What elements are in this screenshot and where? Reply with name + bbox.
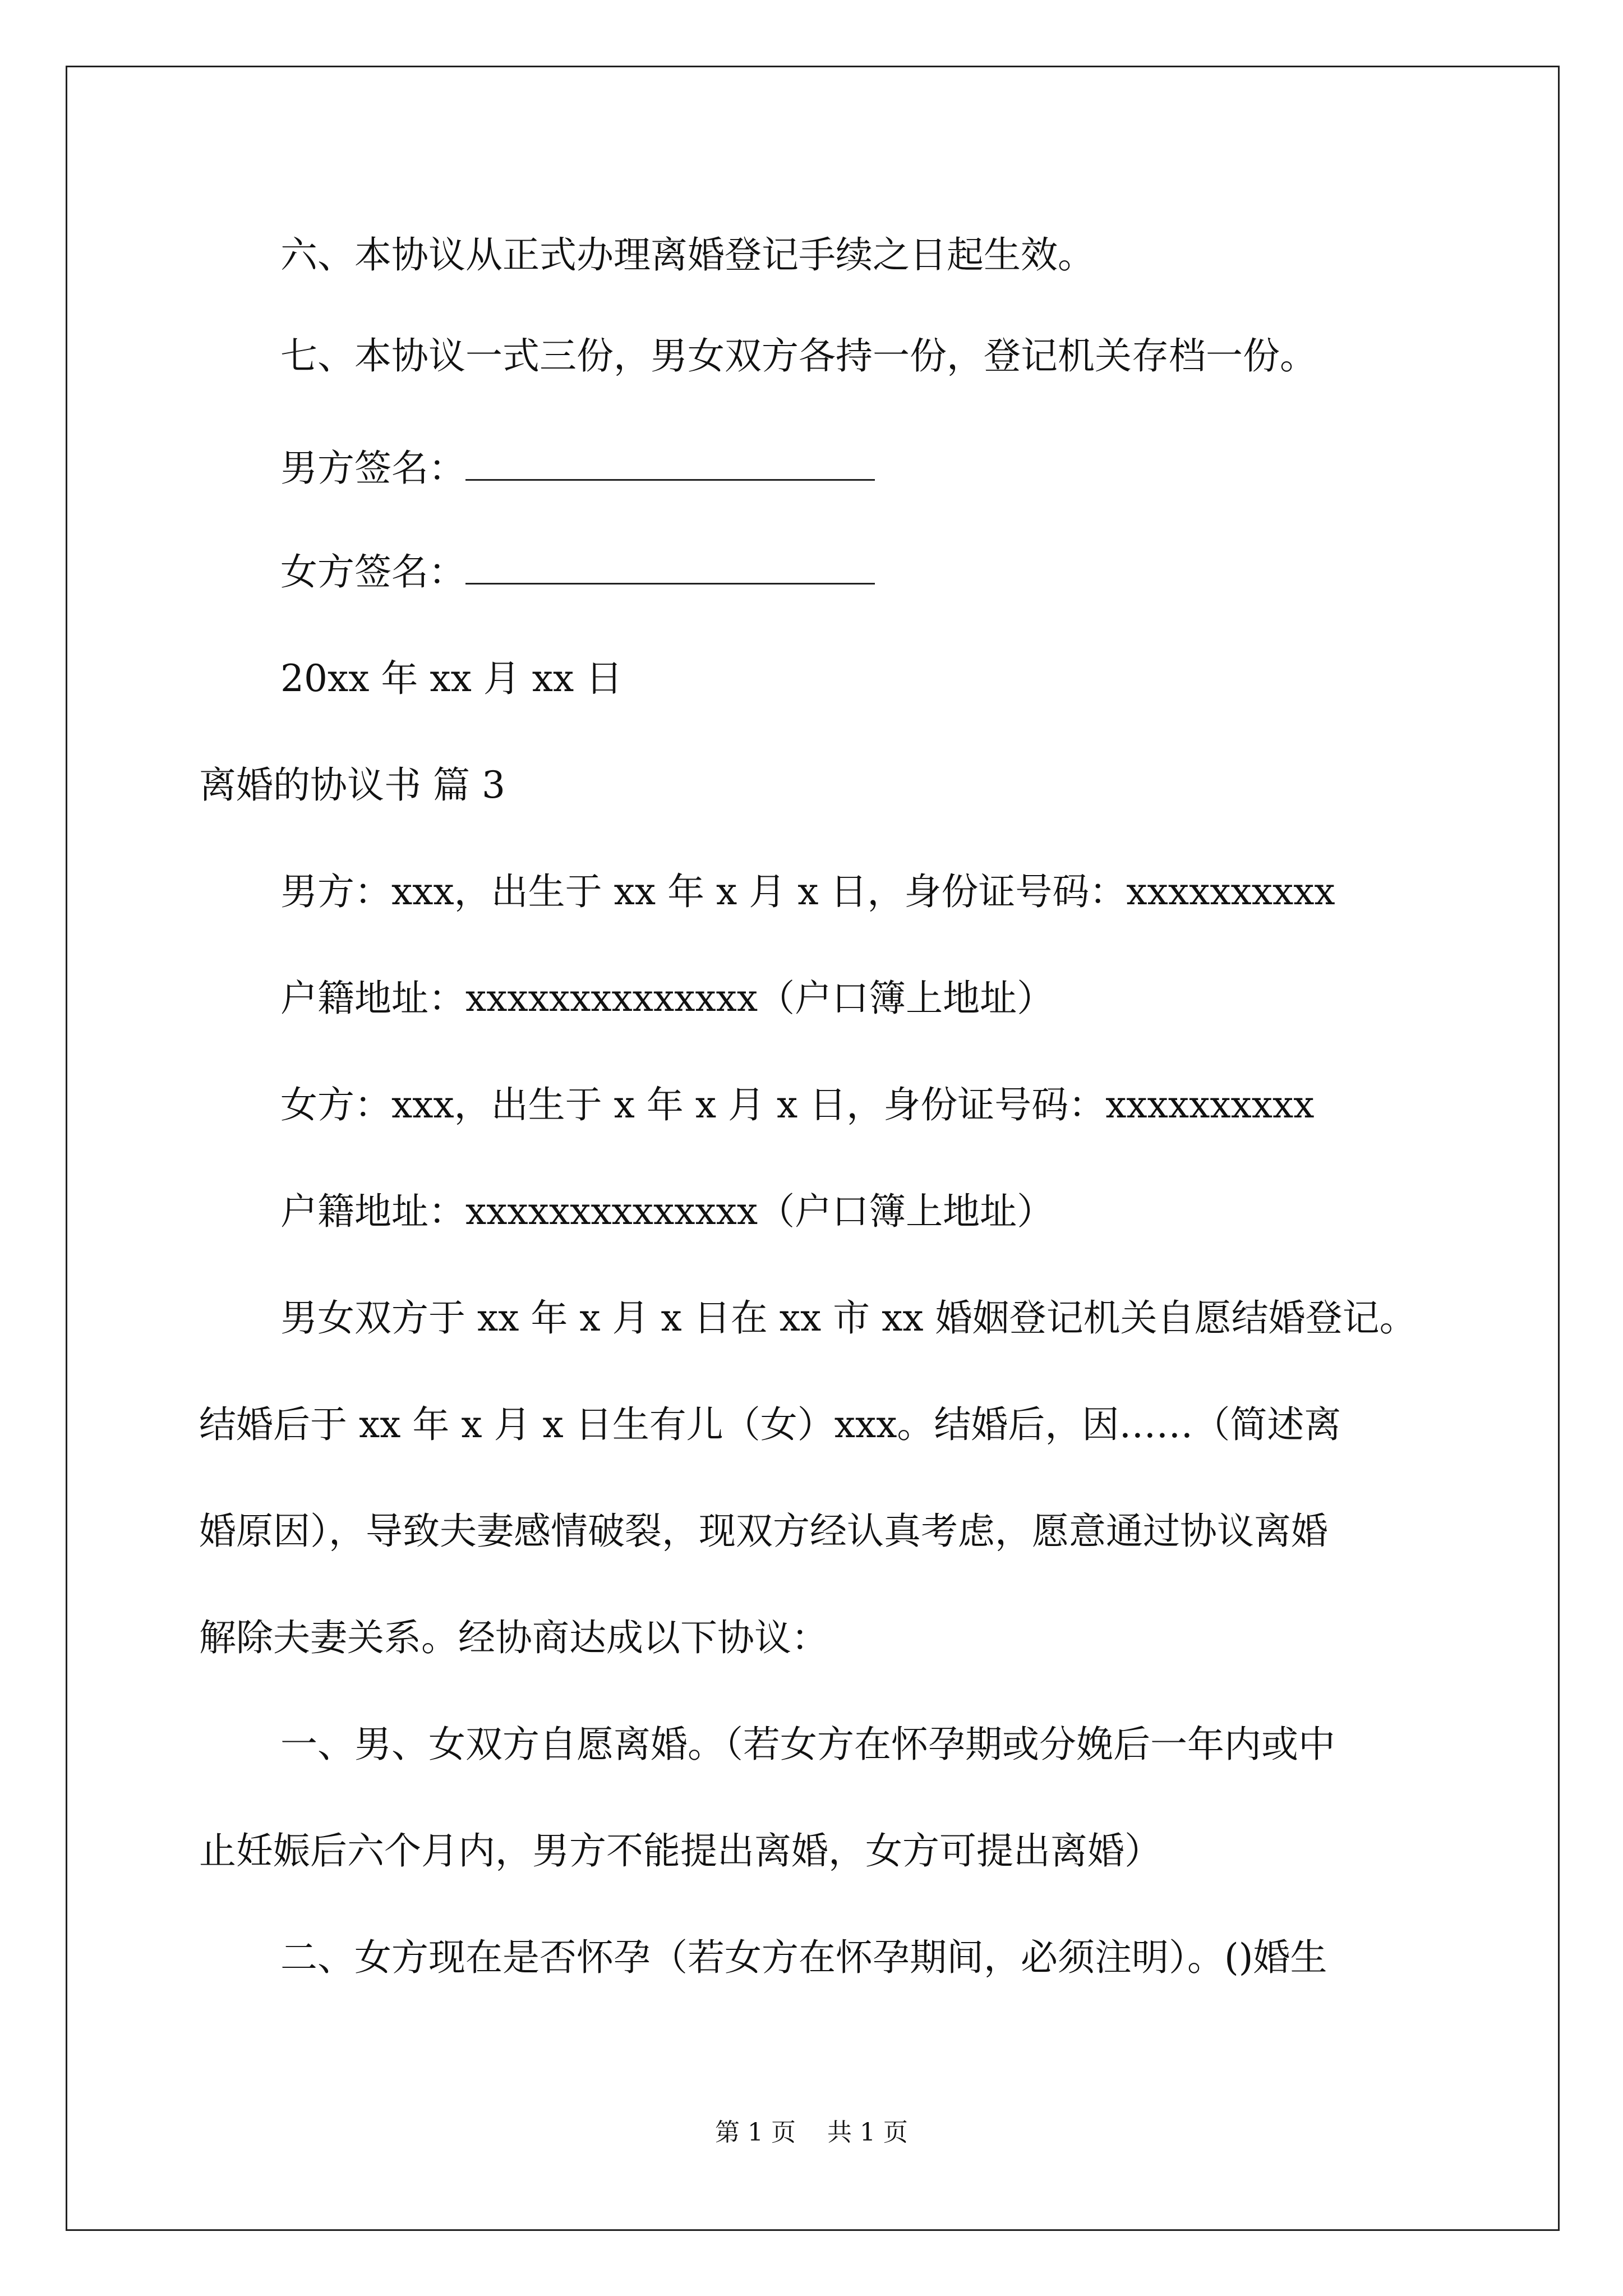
female-signature-row (280, 547, 875, 597)
section-heading: 离婚的协议书 篇 3 (199, 763, 505, 807)
male-signature-row (280, 443, 875, 494)
clause-one-line-1: 一、男、女双方自愿离婚。（若女方在怀孕期或分娩后一年内或中 (280, 1723, 1335, 1766)
page-footer: 第 1 页 共 1 页 (715, 2118, 908, 2147)
male-signature-field[interactable] (465, 444, 875, 481)
clause-two-line-1: 二、女方现在是否怀孕（若女方在怀孕期间，必须注明）。()婚生 (280, 1936, 1327, 1979)
date-line: 20xx 年 xx 月 xx 日 (280, 657, 623, 700)
marriage-paragraph-line-1: 男女双方于 xx 年 x 月 x 日在 xx 市 xx 婚姻登记机关自愿结婚登记。 (280, 1296, 1417, 1340)
clause-six: 六、本协议从正式办理离婚登记手续之日起生效。 (280, 233, 1095, 277)
marriage-paragraph-line-3: 婚原因），导致夫妻感情破裂，现双方经认真考虑，愿意通过协议离婚 (199, 1510, 1328, 1553)
female-signature-label: 女方签名： (280, 550, 465, 593)
male-party-info: 男方：xxx，出生于 xx 年 x 月 x 日，身份证号码：xxxxxxxxxx (280, 870, 1335, 913)
clause-seven: 七、本协议一式三份，男女双方各持一份，登记机关存档一份。 (280, 334, 1317, 378)
female-signature-field[interactable] (465, 548, 875, 585)
male-signature-label: 男方签名： (280, 447, 465, 490)
female-household-address: 户籍地址：xxxxxxxxxxxxxx（户口簿上地址） (280, 1190, 1054, 1233)
female-party-info: 女方：xxx，出生于 x 年 x 月 x 日，身份证号码：xxxxxxxxxx (280, 1083, 1315, 1126)
male-household-address: 户籍地址：xxxxxxxxxxxxxx（户口簿上地址） (280, 977, 1054, 1020)
marriage-paragraph-line-4: 解除夫妻关系。经协商达成以下协议： (199, 1616, 828, 1659)
page-border (66, 66, 1560, 2231)
marriage-paragraph-line-2: 结婚后于 xx 年 x 月 x 日生有儿（女）xxx。结婚后，因……（简述离 (199, 1403, 1341, 1446)
clause-one-line-2: 止妊娠后六个月内，男方不能提出离婚，女方可提出离婚） (199, 1829, 1161, 1872)
